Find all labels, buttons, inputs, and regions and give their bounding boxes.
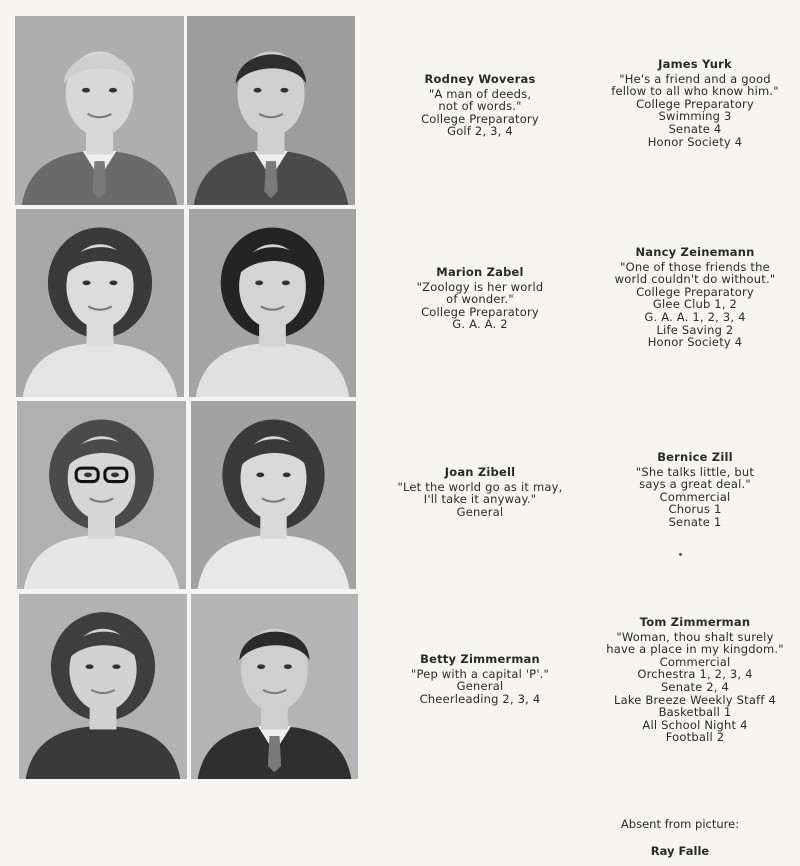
activity-line: Golf 2, 3, 4: [447, 124, 513, 139]
portrait-rodney-woveras: [15, 16, 184, 205]
quote-line: says a great deal.": [639, 477, 751, 492]
activity-line: Senate 1: [668, 514, 722, 529]
quote-line: "Pep with a capital 'P'.": [410, 666, 550, 681]
activity-line: Senate 2, 4: [660, 679, 730, 694]
left-eye: [257, 664, 265, 669]
left-eye: [256, 473, 264, 478]
portrait-image: [191, 594, 358, 779]
quote-line: world couldn't do without.": [614, 272, 776, 287]
entry-rodney-woveras: [390, 73, 570, 138]
activity-line: Commercial: [659, 489, 731, 504]
activity-line: Cheerleading 2, 3, 4: [419, 691, 541, 706]
activity-line: Lake Breeze Weekly Staff 4: [613, 692, 776, 707]
right-eye: [112, 664, 120, 669]
necktie: [264, 161, 277, 198]
entry-bernice-zill: [595, 451, 795, 529]
entry-marion-zabel: [390, 266, 570, 331]
quote-line: fellow to all who know him.": [611, 84, 779, 99]
right-eye: [283, 473, 291, 478]
left-eye: [82, 88, 90, 93]
absent-name: Ray Falle: [650, 844, 710, 858]
student-name: Nancy Zeinemann: [635, 245, 755, 259]
activity-line: College Preparatory: [421, 111, 539, 126]
student-name: Tom Zimmerman: [639, 615, 751, 629]
activity-line: Orchestra 1, 2, 3, 4: [637, 667, 753, 682]
activity-line: Commercial: [659, 654, 731, 669]
activity-line: College Preparatory: [636, 96, 754, 111]
activity-line: General: [456, 679, 504, 694]
portrait-james-yurk: [187, 16, 355, 205]
left-eye: [83, 281, 91, 286]
entry-nancy-zeinemann: [595, 246, 795, 349]
left-eye: [84, 473, 92, 478]
right-eye: [282, 281, 290, 286]
activity-line: Chorus 1: [668, 502, 722, 517]
activity-line: G. A. A. 1, 2, 3, 4: [644, 309, 746, 324]
activity-line: College Preparatory: [421, 304, 539, 319]
student-name: James Yurk: [658, 57, 732, 71]
absent-section: [600, 817, 760, 857]
portrait-image: [17, 401, 186, 589]
right-eye: [111, 473, 119, 478]
portrait-betty-zimmerman: [19, 594, 187, 779]
activity-line: Honor Society 4: [647, 134, 743, 149]
necktie: [268, 736, 281, 772]
student-name: Rodney Woveras: [424, 72, 536, 86]
entry-betty-zimmerman: [390, 653, 570, 705]
student-name: Marion Zabel: [436, 265, 524, 279]
quote-line: "Woman, thou shalt surely: [616, 629, 774, 644]
portrait-bernice-zill: [191, 401, 356, 589]
student-name: Joan Zibell: [444, 465, 516, 479]
quote-line: not of words.": [438, 99, 522, 114]
right-eye: [284, 664, 292, 669]
entry-joan-zibell: [390, 466, 570, 518]
activity-line: Honor Society 4: [647, 335, 743, 350]
right-eye: [280, 88, 288, 93]
activity-line: Glee Club 1, 2: [652, 297, 738, 312]
student-name: Betty Zimmerman: [420, 652, 540, 666]
portrait-nancy-zeinemann: [189, 209, 356, 397]
right-eye: [109, 281, 117, 286]
right-eye: [109, 88, 117, 93]
quote-line: "Zoology is her world: [416, 279, 544, 294]
portrait-image: [187, 16, 355, 205]
activity-line: General: [456, 504, 504, 519]
activity-line: Basketball 1: [658, 705, 732, 720]
quote-line: "A man of deeds,: [428, 86, 532, 101]
left-eye: [255, 281, 263, 286]
entry-tom-zimmerman: [595, 616, 795, 744]
activity-line: Senate 4: [668, 121, 722, 136]
paper-speck: [679, 553, 682, 556]
portrait-image: [191, 401, 356, 589]
quote-line: of wonder.": [446, 292, 514, 307]
quote-line: "Let the world go as it may,: [397, 479, 563, 494]
portrait-image: [189, 209, 356, 397]
quote-line: "One of those friends the: [620, 259, 770, 274]
activity-line: College Preparatory: [636, 284, 754, 299]
portrait-marion-zabel: [16, 209, 184, 397]
portrait-joan-zibell: [17, 401, 186, 589]
left-eye: [86, 664, 94, 669]
portrait-image: [19, 594, 187, 779]
quote-line: "She talks little, but: [635, 464, 755, 479]
quote-line: I'll take it anyway.": [423, 492, 537, 507]
absent-label: Absent from picture:: [620, 817, 740, 831]
activity-line: Football 2: [665, 730, 725, 745]
activity-line: All School Night 4: [642, 717, 748, 732]
portrait-tom-zimmerman: [191, 594, 358, 779]
portrait-image: [16, 209, 184, 397]
necktie: [93, 161, 107, 198]
left-eye: [254, 88, 262, 93]
activity-line: Life Saving 2: [656, 322, 734, 337]
activity-line: Swimming 3: [658, 109, 732, 124]
quote-line: "He's a friend and a good: [619, 71, 771, 86]
quote-line: have a place in my kingdom.": [606, 642, 784, 657]
entry-james-yurk: [595, 58, 795, 148]
student-name: Bernice Zill: [657, 450, 733, 464]
portrait-image: [15, 16, 184, 205]
activity-line: G. A. A. 2: [452, 317, 508, 332]
